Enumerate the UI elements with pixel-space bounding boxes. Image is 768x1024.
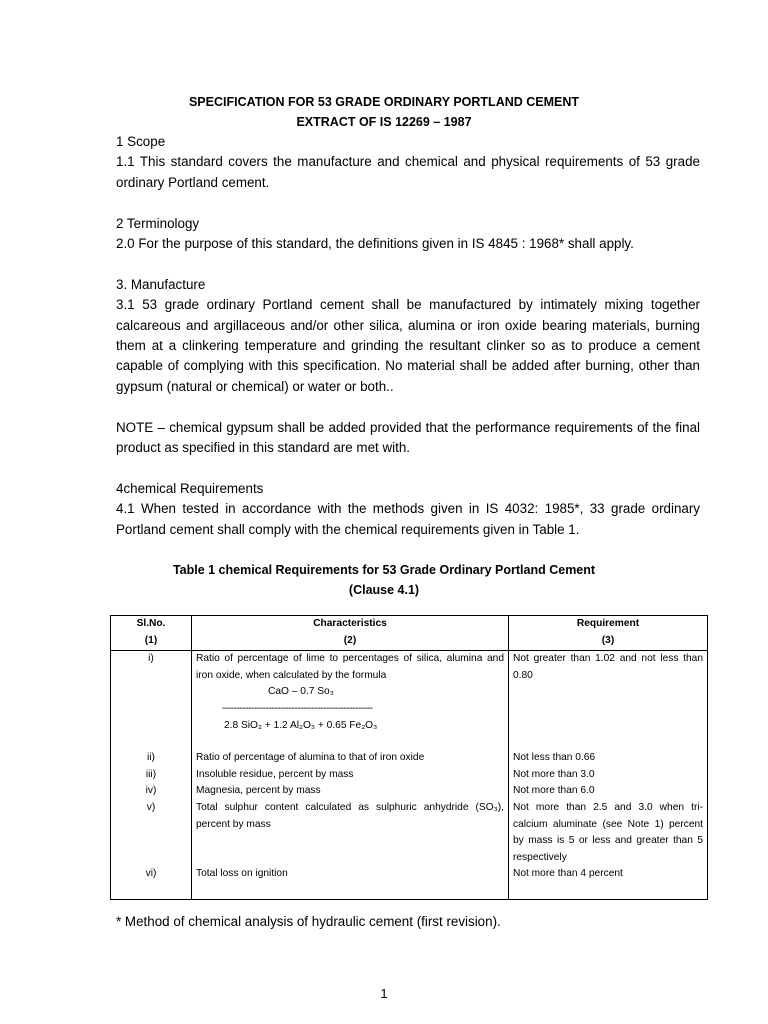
row-requirement: Not less than 0.66 xyxy=(509,750,708,767)
table-clause: (Clause 4.1) xyxy=(348,583,420,597)
scope-text: 1.1 This standard covers the manufacture and chemical and physical requirements of 53 grade ordinary Portland cement. xyxy=(116,154,700,190)
manufacture-text: 3.1 53 grade ordinary Portland cement shall be manufactured by intimately mixing together calcareous and argillaceous and/or other silica, alumina or iron oxide bearing materials, burning them at a clinkering temperature and grinding the resultant clinker so as to produce a cement capable of complying with this specification. No material shall be added after burning, other than gypsum (natural or chemical) or water or both.. xyxy=(116,297,700,394)
row-number: iv) xyxy=(111,783,192,800)
header-characteristics: Characteristics (2) xyxy=(192,616,509,651)
note-text: NOTE – chemical gypsum shall be added provided that the performance requirements of the final product as specified in this standard are met with. xyxy=(116,419,700,456)
document-body xyxy=(116,132,700,540)
table-caption: Table 1 chemical Requirements for 53 Grade Ordinary Portland Cement xyxy=(172,563,596,577)
table-row xyxy=(111,750,708,767)
terminology-heading: 2 Terminology xyxy=(116,215,200,231)
lime-ratio-formula xyxy=(196,684,504,734)
row-characteristic: Magnesia, percent by mass xyxy=(192,783,509,800)
formula-divider: ---------------------------------------------------- xyxy=(222,702,373,714)
row-characteristic: Total sulphur content calculated as sulphuric anhydride (SO₃), percent by mass xyxy=(192,800,509,866)
table-row xyxy=(111,866,708,899)
header-requirement: Requirement (3) xyxy=(509,616,708,651)
requirements-table xyxy=(110,615,708,900)
chemical-text: 4.1 When tested in accordance with the methods given in IS 4032: 1985*, 33 grade ordinary Portland cement shall comply with the chemical requirements given in Table 1. xyxy=(116,501,700,537)
formula-denominator: 2.8 SiO₂ + 1.2 Al₂O₃ + 0.65 Fe₂O₃ xyxy=(224,719,378,731)
table-row xyxy=(111,651,708,750)
row-requirement: Not more than 2.5 and 3.0 when tri-calcium aluminate (see Note 1) percent by mass is 5 or less and greater than 5 respectively xyxy=(509,800,708,866)
table-row xyxy=(111,783,708,800)
scope-heading: 1 Scope xyxy=(116,134,166,149)
row-characteristic: Ratio of percentage of alumina to that of iron oxide xyxy=(192,750,509,767)
footnote: * Method of chemical analysis of hydraulic cement (first revision). xyxy=(116,914,501,929)
row-number: v) xyxy=(111,800,192,866)
row-characteristic: Ratio of percentage of lime to percentages of silica, alumina and iron oxide, when calculated by the formula CaO – 0.7 So₃ ---------------------------------------------------- 2.8 SiO₂ + 1.2 Al₂O₃ + 0.65 Fe₂O₃ xyxy=(192,651,509,750)
row-number: vi) xyxy=(111,866,192,899)
row-requirement: Not more than 6.0 xyxy=(509,783,708,800)
row-requirement: Not more than 4 percent xyxy=(509,866,708,899)
manufacture-heading: 3. Manufacture xyxy=(116,276,206,292)
row-number: iii) xyxy=(111,767,192,784)
row-requirement: Not greater than 1.02 and not less than 0.80 xyxy=(509,651,708,750)
table-row xyxy=(111,767,708,784)
terminology-text: 2.0 For the purpose of this standard, the definitions given in IS 4845 : 1968* shall apply. xyxy=(116,236,634,252)
document-title: SPECIFICATION FOR 53 GRADE ORDINARY PORTLAND CEMENT xyxy=(188,95,580,109)
page-number: 1 xyxy=(380,986,388,1001)
row-characteristic: Total loss on ignition xyxy=(192,866,509,899)
chemical-heading: 4chemical Requirements xyxy=(116,480,264,496)
row-number: ii) xyxy=(111,750,192,767)
row-number: i) xyxy=(111,651,192,750)
formula-numerator: CaO – 0.7 So₃ xyxy=(268,686,334,698)
header-sl-no: Sl.No. (1) xyxy=(111,616,192,651)
table-header-row xyxy=(111,616,708,651)
table-row xyxy=(111,800,708,866)
document-subtitle: EXTRACT OF IS 12269 – 1987 xyxy=(296,115,472,129)
row-characteristic: Insoluble residue, percent by mass xyxy=(192,767,509,784)
row-requirement: Not more than 3.0 xyxy=(509,767,708,784)
